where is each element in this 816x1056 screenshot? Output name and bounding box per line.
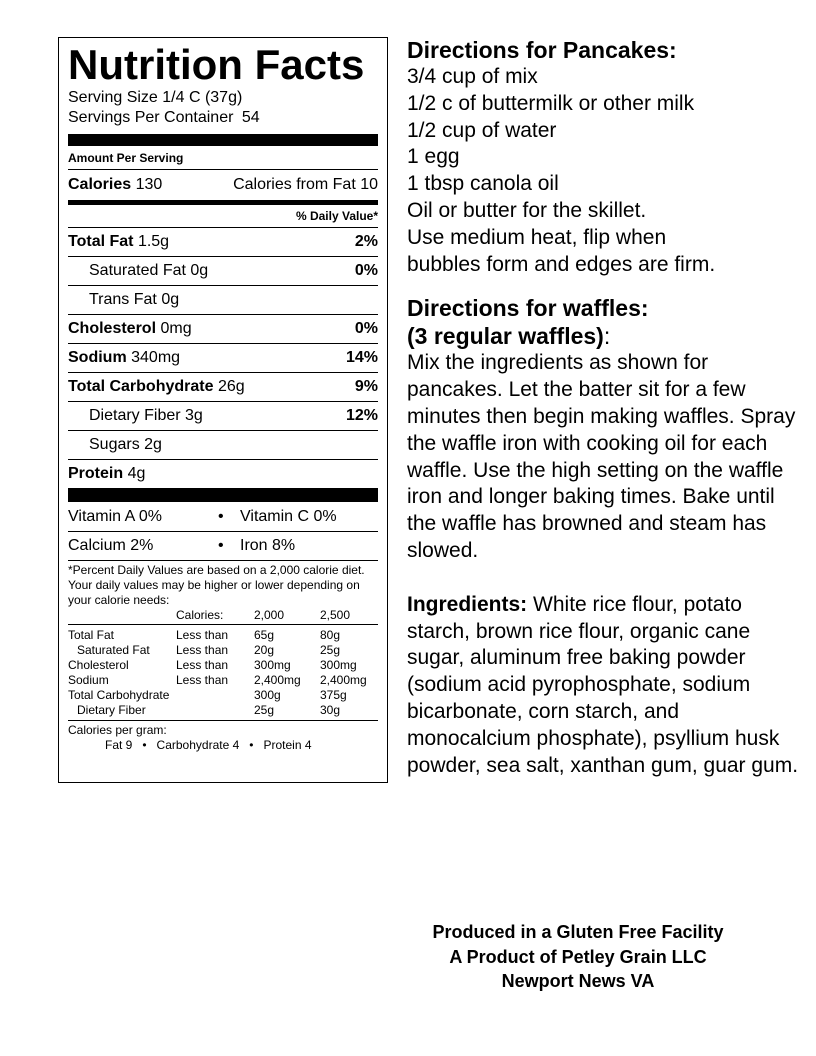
bullet: • [218, 507, 224, 525]
nutrient-pct: 2% [354, 233, 378, 250]
waffle-body: Mix the ingredients as shown for pancakes. Let the batter sit for a few minutes then begin making waffles. Spray the waffle iron with cooking oil for each waffle. Use the high setting on the waffle iron and longer baking times. Bake until the waffle has browned and steam has slowed. [407, 351, 796, 562]
vitamin-right: Iron 8% [240, 537, 296, 554]
calories-from-fat: Calories from Fat 10 [233, 176, 378, 193]
dv-table-row [68, 673, 378, 688]
vitamin-row [68, 502, 378, 531]
nutrient-row-trans-fat [68, 285, 378, 314]
dv-cell: 300mg [254, 658, 291, 672]
waffle-subheading [407, 322, 802, 350]
dv-cell: 80g [320, 628, 341, 642]
nutrient-label [68, 233, 169, 251]
servings-value: 54 [241, 109, 260, 126]
nutrient-amount: 3g [185, 407, 203, 424]
pancake-line: 1/2 c of buttermilk or other milk [407, 91, 695, 115]
nutrient-label [68, 407, 203, 425]
dv-cell: Less than [176, 673, 229, 687]
dv-cell [176, 703, 254, 718]
dv-table-row [68, 658, 378, 673]
waffle-directions [407, 294, 802, 564]
nutrient-pct: 14% [345, 349, 378, 366]
nutrient-pct: 0% [354, 262, 378, 279]
nutrient-name: Sodium [68, 349, 127, 366]
nutrient-row-dietary-fiber [68, 401, 378, 430]
nutrient-amount: 2g [144, 436, 162, 453]
nutrient-name: Total Fat [68, 233, 134, 250]
dv-cell [68, 608, 176, 625]
dv-cell: 375g [320, 688, 347, 702]
calories-cell [68, 176, 162, 194]
dv-table-row [68, 688, 378, 703]
amount-per-serving: Amount Per Serving [68, 151, 184, 165]
servings-per-container [68, 108, 378, 128]
dv-cell: 2,500 [320, 608, 378, 625]
pancake-line: 1 tbsp canola oil [407, 172, 559, 196]
nutrient-label [68, 436, 162, 454]
pancake-line: 1 egg [407, 145, 460, 169]
cal-per-gram-values: Fat 9 • Carbohydrate 4 • Protein 4 [105, 738, 312, 752]
ingredients-paragraph [407, 592, 802, 780]
dv-table-row [68, 643, 378, 658]
nutrient-label [68, 465, 145, 483]
nutrient-label [68, 262, 208, 280]
calories-per-gram [68, 720, 378, 753]
dv-cell: Dietary Fiber [77, 703, 146, 717]
ingredients-label: Ingredients: [407, 592, 528, 616]
nutrient-amount: 340mg [131, 349, 181, 366]
calories-label: Calories [68, 176, 132, 193]
dv-cell: 25g [254, 703, 275, 717]
nutrient-name: Total Carbohydrate [68, 378, 214, 395]
nutrient-row-total-fat [68, 227, 378, 256]
ingredients-section [407, 592, 802, 780]
vitamin-row [68, 531, 378, 560]
cal-per-gram-label: Calories per gram: [68, 723, 167, 737]
calories-row [68, 169, 378, 200]
nutrient-row-sodium [68, 343, 378, 372]
pancake-line: Use medium heat, flip when [407, 225, 667, 249]
credit-line: Newport News VA [501, 971, 655, 991]
nutrient-label [68, 291, 179, 309]
nutrient-name: Sugars [89, 436, 140, 453]
vitamin-right: Vitamin C 0% [240, 507, 337, 525]
dv-cell: 300mg [320, 658, 357, 672]
waffle-count: (3 regular waffles) [407, 323, 604, 350]
nutrient-label [68, 320, 192, 338]
dv-cell: Total Fat [68, 628, 115, 642]
dv-cell [176, 688, 254, 703]
nutrient-label [68, 378, 245, 396]
dv-cell: 65g [254, 628, 275, 642]
dv-cell: Cholesterol [68, 658, 129, 672]
pancake-heading: Directions for Pancakes: [407, 37, 677, 63]
dv-cell: Sodium [68, 673, 109, 687]
nutrient-name: Saturated Fat [89, 262, 186, 279]
dv-cell: 30g [320, 703, 341, 717]
nutrient-amount: 1.5g [137, 233, 170, 250]
nutrition-title: Nutrition Facts [68, 41, 365, 88]
directions-column [407, 36, 802, 779]
servings-label: Servings Per Container [68, 109, 234, 126]
daily-value-header: % Daily Value* [295, 209, 378, 223]
daily-value-table [68, 608, 378, 718]
nutrient-row-total-carbohydrate [68, 372, 378, 401]
nutrition-facts-panel [58, 37, 388, 783]
nutrient-pct: 12% [345, 407, 378, 424]
waffle-colon: : [603, 323, 611, 350]
nutrient-amount: 26g [217, 378, 245, 395]
nutrient-name: Trans Fat [89, 291, 157, 308]
dv-cell: Total Carbohydrate [68, 688, 170, 702]
calories-value: 130 [135, 176, 163, 193]
dv-cell: Less than [176, 643, 229, 657]
vitamin-left: Vitamin A 0% [68, 507, 162, 525]
dv-table-row [68, 625, 378, 644]
nutrient-amount: 0mg [160, 320, 192, 337]
dv-cell: 20g [254, 643, 275, 657]
nutrient-amount: 0g [161, 291, 180, 308]
nutrient-amount: 4g [127, 465, 146, 482]
nutrient-pct: 9% [354, 378, 378, 395]
credit-line: A Product of Petley Grain LLC [449, 946, 707, 967]
ingredients-text: White rice flour, potato starch, brown rice flour, organic cane sugar, aluminum free baking powder (sodium acid pyrophosphate, sodium bicarbonate, corn starch, and monocalcium phosphate), psyllium husk powder, sea salt, xanthan gum, guar gum. [407, 592, 799, 777]
pancake-line: Oil or butter for the skillet. [407, 198, 647, 222]
dv-cell: 2,400mg [254, 673, 301, 687]
nutrient-row-sugars [68, 430, 378, 459]
producer-credits [400, 920, 756, 994]
nutrient-name: Cholesterol [68, 320, 157, 337]
footnote-text: *Percent Daily Values are based on a 2,000 calorie diet. Your daily values may be higher or lower depending on your calorie needs: [68, 563, 365, 607]
dv-cell: Less than [176, 628, 229, 642]
dv-cell: Less than [176, 658, 229, 672]
dv-cell: 25g [320, 643, 341, 657]
nutrient-amount: 0g [190, 262, 209, 279]
bullet: • [218, 537, 224, 554]
credit-line: Produced in a Gluten Free Facility [432, 922, 724, 942]
waffle-heading: Directions for waffles: [407, 295, 649, 322]
pancake-line: 1/2 cup of water [407, 118, 557, 142]
nutrient-row-protein [68, 459, 378, 488]
divider-thick [68, 134, 378, 146]
dv-table-row [68, 703, 378, 718]
daily-value-footnote [68, 560, 378, 718]
dv-cell: Saturated Fat [77, 643, 150, 657]
nutrient-pct: 0% [354, 320, 378, 337]
vitamin-left: Calcium 2% [68, 537, 154, 554]
dv-cell: 2,400mg [320, 673, 367, 687]
dv-cell: 300g [254, 688, 281, 702]
dv-cell: 2,000 [254, 608, 320, 625]
dv-cell: Calories: [176, 608, 254, 625]
nutrient-row-saturated-fat [68, 256, 378, 285]
nutrient-row-cholesterol [68, 314, 378, 343]
dv-table-header [68, 608, 378, 625]
serving-size: Serving Size 1/4 C (37g) [68, 89, 243, 106]
divider-thick [68, 488, 378, 502]
nutrient-name: Protein [68, 465, 124, 482]
pancake-line: bubbles form and edges are firm. [407, 252, 716, 276]
nutrient-label [68, 349, 180, 367]
nutrient-name: Dietary Fiber [89, 407, 181, 424]
pancake-line: 3/4 cup of mix [407, 65, 538, 88]
pancake-directions [407, 36, 802, 278]
